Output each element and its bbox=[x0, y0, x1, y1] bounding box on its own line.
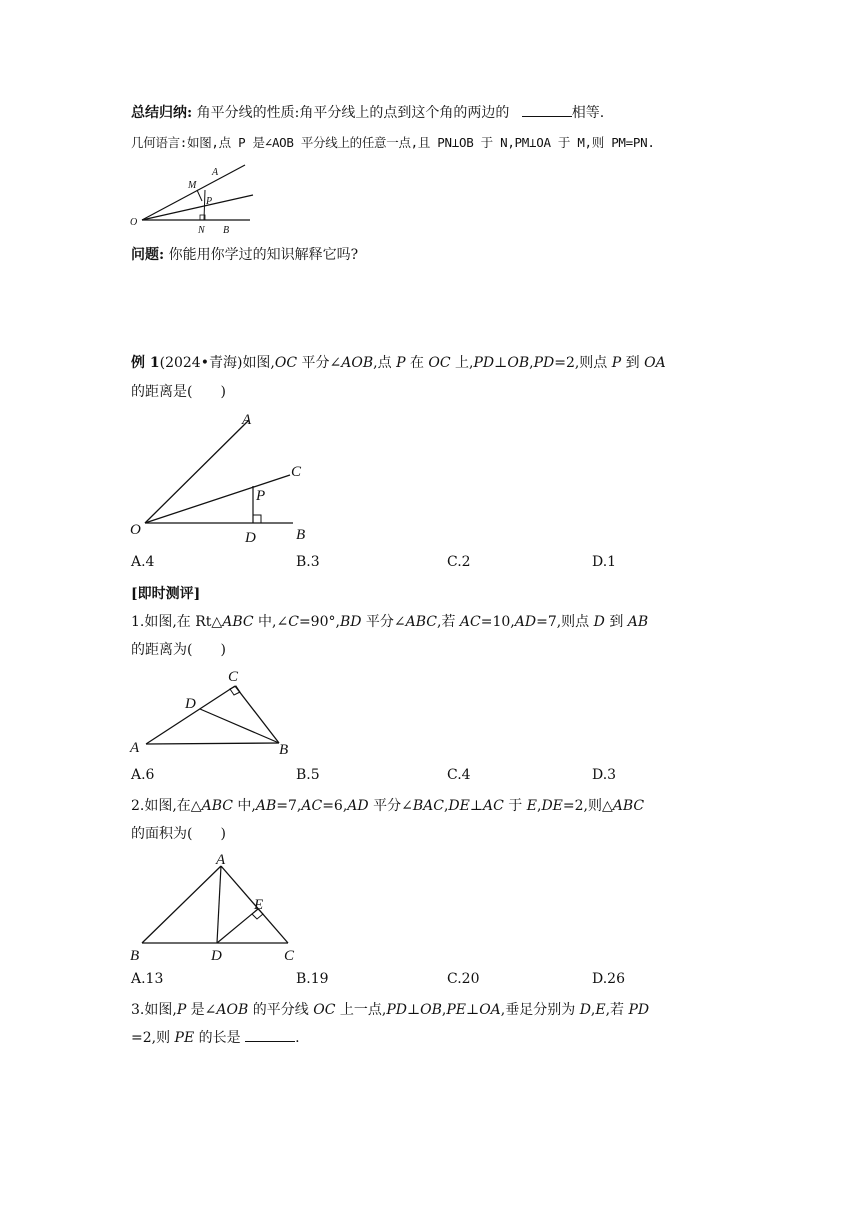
label-O: O bbox=[130, 217, 138, 228]
q2-figure bbox=[128, 850, 308, 966]
q3-answer-blank[interactable] bbox=[245, 1029, 295, 1042]
label-A: A bbox=[242, 412, 252, 428]
geometry-statement: 几何语言:如图,点 P 是∠AOB 平分线上的任意一点,且 PN⊥OB 于 N,PM⊥OA 于 M,则 PM=PN. bbox=[131, 135, 655, 150]
label-M: M bbox=[188, 180, 197, 191]
q2-option-b[interactable]: B.19 bbox=[296, 971, 329, 987]
q1-line2: 的距离为( ) bbox=[131, 642, 226, 658]
label-D: D bbox=[185, 696, 196, 712]
example1-option-c[interactable]: C.2 bbox=[447, 554, 471, 570]
summary-line bbox=[131, 103, 604, 123]
label-B: B bbox=[223, 225, 230, 236]
label-A: A bbox=[130, 740, 140, 756]
question-text: 你能用你学过的知识解释它吗? bbox=[168, 247, 359, 263]
q1-option-d[interactable]: D.3 bbox=[592, 767, 617, 783]
instant-test-heading: [即时测评] bbox=[131, 586, 201, 602]
summary-text-after: 相等. bbox=[571, 105, 605, 121]
summary-label: 总结归纳: bbox=[131, 105, 193, 121]
label-D: D bbox=[211, 948, 222, 964]
q1-line1: 1.如图,在 Rt△ABC 中,∠C=90°,BD 平分∠ABC,若 AC=10,AD=7,则点 D 到 AB bbox=[131, 614, 649, 630]
q2-line1: 2.如图,在△ABC 中,AB=7,AC=6,AD 平分∠BAC,DE⊥AC 于 E,DE=2,则△ABC bbox=[131, 798, 645, 814]
label-E: E bbox=[254, 897, 264, 913]
label-B: B bbox=[296, 527, 306, 543]
bisector-figure bbox=[128, 163, 258, 235]
label-O: O bbox=[130, 522, 141, 538]
q1-figure bbox=[128, 666, 298, 758]
label-A: A bbox=[212, 167, 219, 178]
summary-text: 角平分线的性质:角平分线上的点到这个角的两边的 bbox=[196, 105, 510, 121]
label-B: B bbox=[130, 948, 140, 964]
q3-line2: =2,则 PE 的长是 . bbox=[131, 1030, 300, 1046]
q2-option-a[interactable]: A.13 bbox=[131, 971, 164, 987]
label-C: C bbox=[228, 669, 239, 685]
example1-option-b[interactable]: B.3 bbox=[296, 554, 320, 570]
q1-option-c[interactable]: C.4 bbox=[447, 767, 471, 783]
example1-line1: 例 1(2024•青海)如图,OC 平分∠AOB,点 P 在 OC 上,PD⊥OB,PD=2,则点 P 到 OA bbox=[131, 355, 666, 371]
label-B: B bbox=[279, 742, 289, 758]
label-P: P bbox=[206, 196, 213, 207]
q2-option-c[interactable]: C.20 bbox=[447, 971, 480, 987]
example1-line2: 的距离是( ) bbox=[131, 384, 226, 400]
label-P: P bbox=[256, 488, 266, 504]
question-label: 问题: bbox=[131, 247, 165, 263]
example1-figure bbox=[128, 408, 328, 548]
example1-label: 例 1 bbox=[131, 355, 160, 371]
question-line bbox=[131, 245, 358, 265]
label-N: N bbox=[198, 225, 205, 236]
label-C: C bbox=[291, 464, 302, 480]
example1-source: (2024•青海) bbox=[159, 355, 243, 371]
q2-option-d[interactable]: D.26 bbox=[592, 971, 625, 987]
example1-option-d[interactable]: D.1 bbox=[592, 554, 617, 570]
label-A: A bbox=[216, 852, 226, 868]
example1-option-a[interactable]: A.4 bbox=[131, 554, 155, 570]
label-C: C bbox=[284, 948, 295, 964]
answer-blank[interactable] bbox=[522, 104, 572, 117]
q1-option-b[interactable]: B.5 bbox=[296, 767, 320, 783]
q3-line1: 3.如图,P 是∠AOB 的平分线 OC 上一点,PD⊥OB,PE⊥OA,垂足分别为 D,E,若 PD bbox=[131, 1002, 650, 1018]
label-D: D bbox=[245, 530, 256, 546]
q2-line2: 的面积为( ) bbox=[131, 826, 226, 842]
q1-option-a[interactable]: A.6 bbox=[131, 767, 155, 783]
